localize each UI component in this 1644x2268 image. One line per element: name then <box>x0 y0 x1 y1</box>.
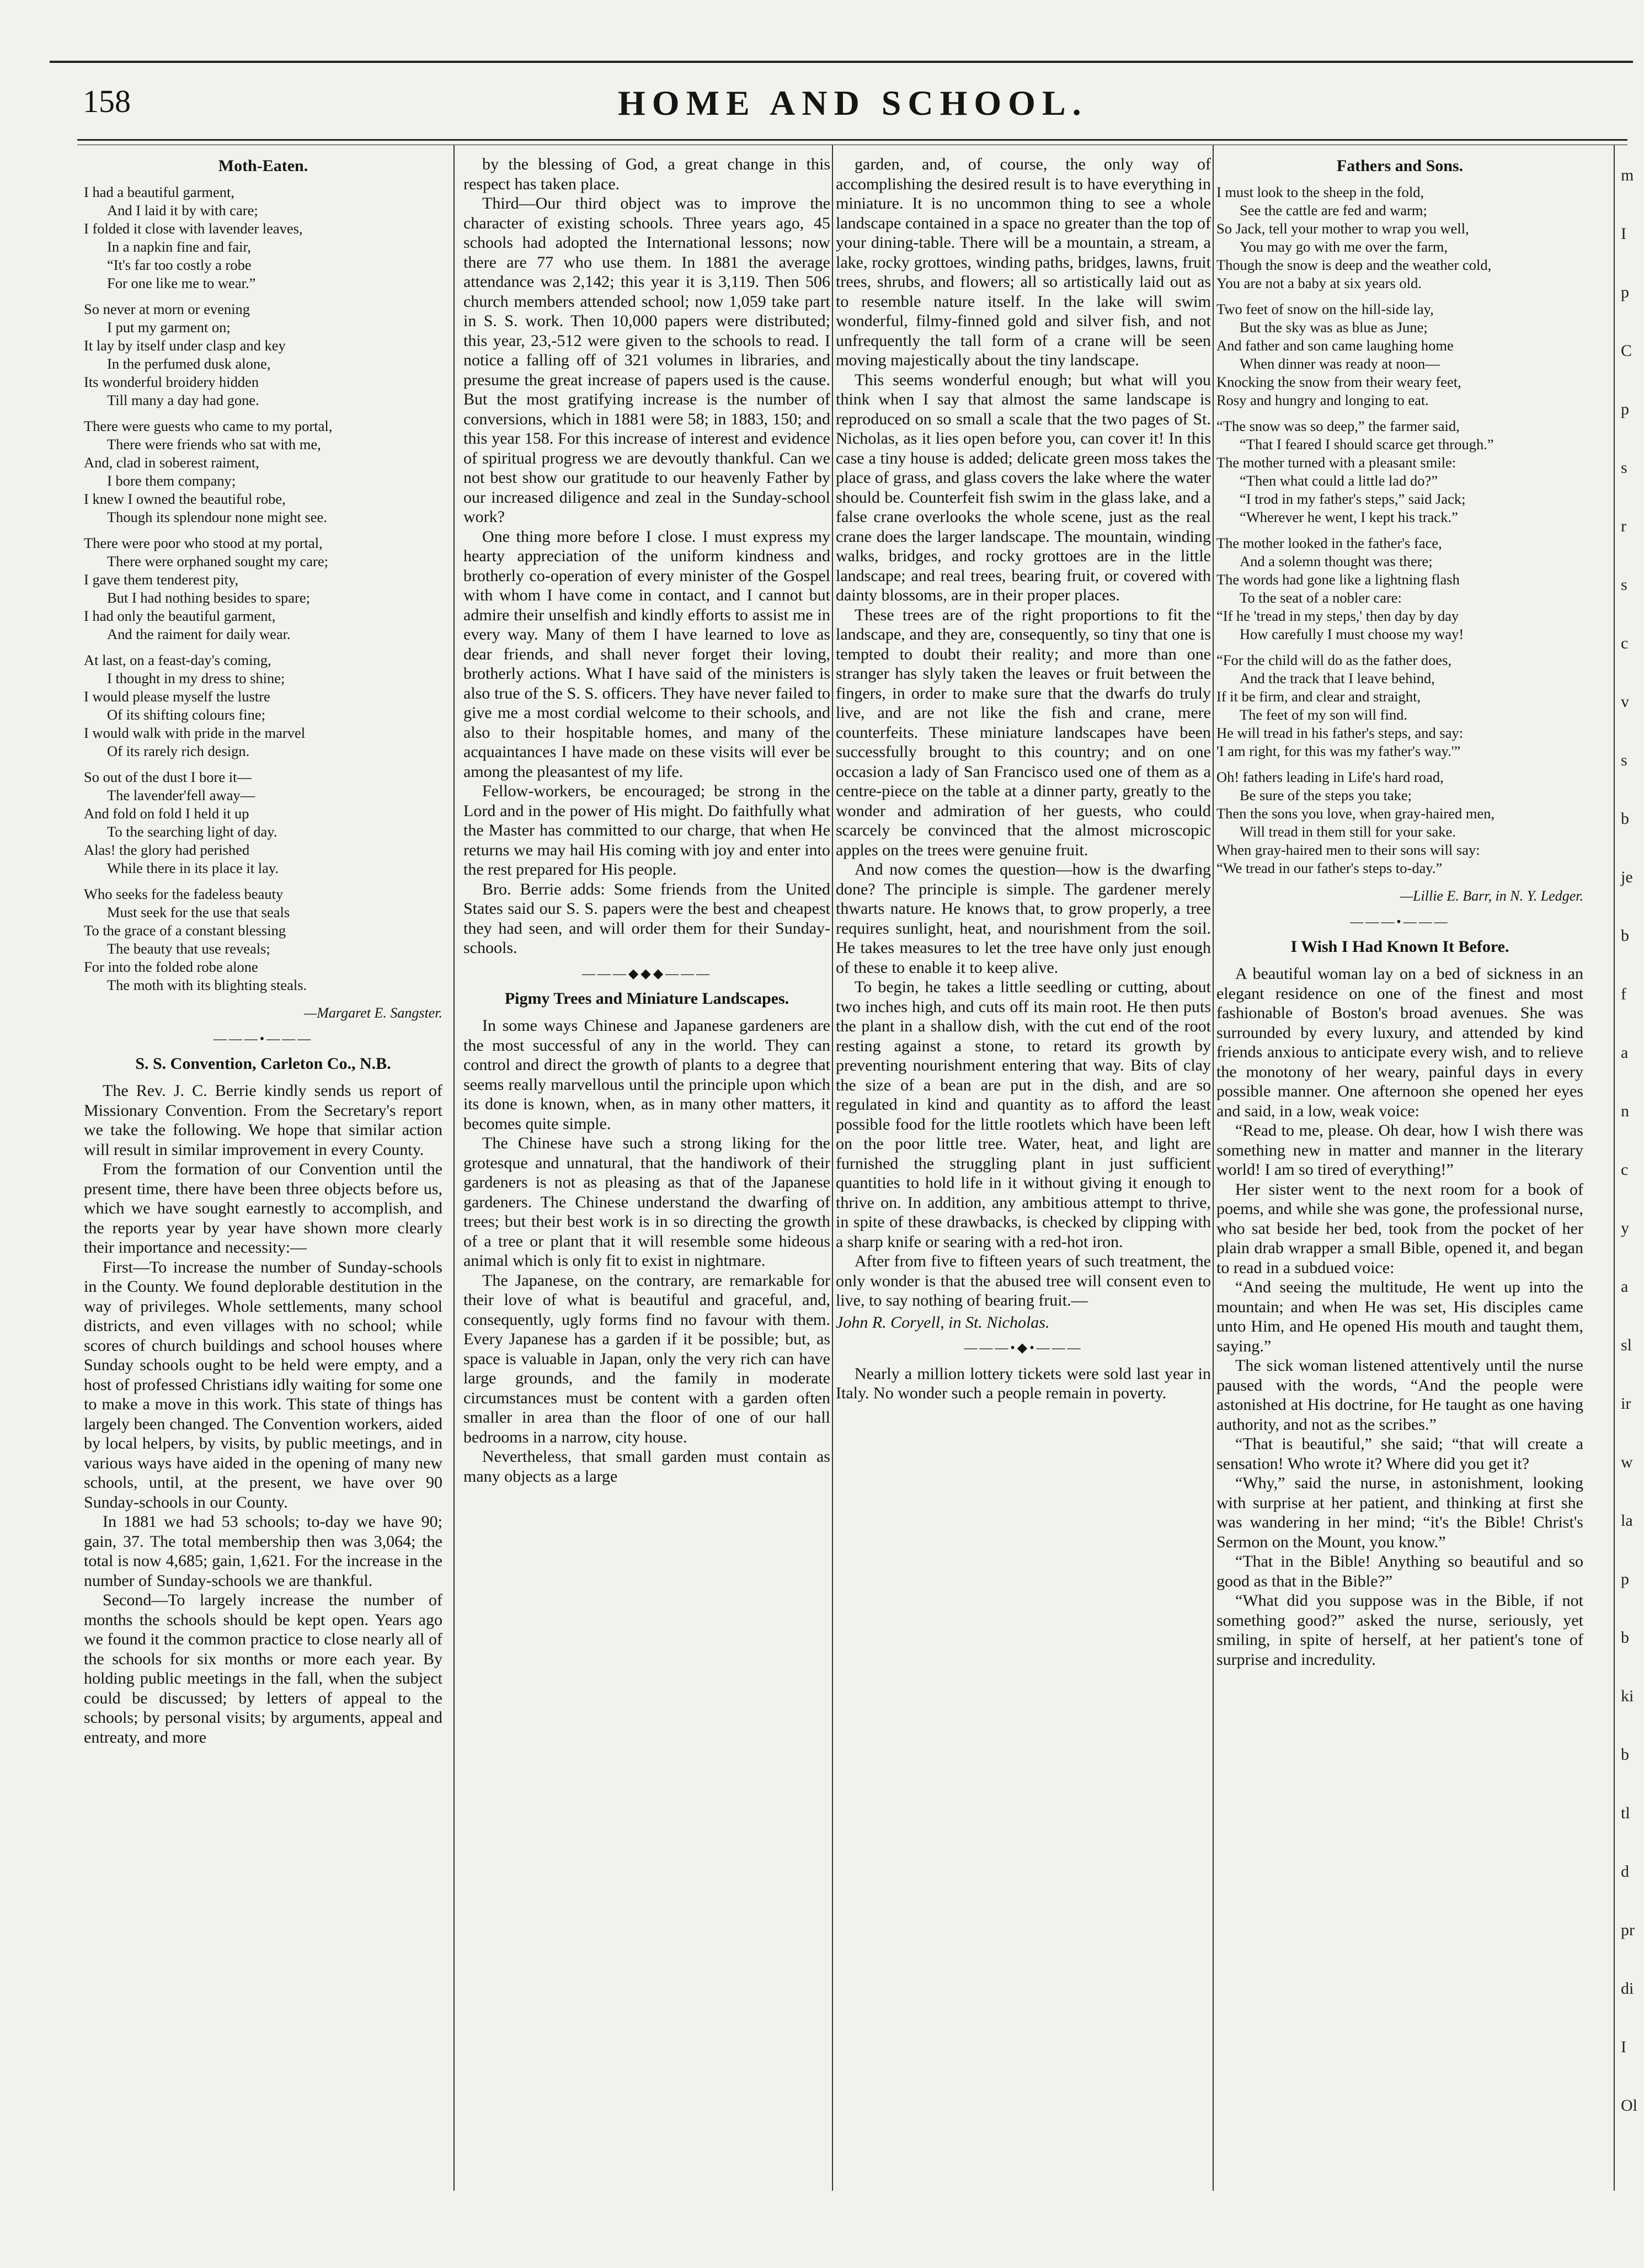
running-title: HOME AND SCHOOL. <box>618 83 1088 123</box>
article-body <box>463 155 830 958</box>
edge-fragment: je <box>1621 868 1633 886</box>
edge-fragment: s <box>1621 751 1627 769</box>
paragraph: by the blessing of God, a great change in this respect has taken place. <box>463 155 830 193</box>
article-signature: John R. Coryell, in St. Nicholas. <box>836 1313 1050 1332</box>
poem-line: And fold on fold I held it up <box>84 805 249 822</box>
poem-line: Though its splendour none might see. <box>107 509 327 525</box>
poem-line: Who seeks for the fadeless beauty <box>84 886 284 902</box>
top-rule <box>50 61 1633 63</box>
edge-fragment: ir <box>1621 1394 1631 1413</box>
paragraph: The Japanese, on the contrary, are remarkable for their love of what is beautiful and graceful, and, consequently, ugly forms find no favour with them. Every Japanese has a garden if it be possible; but, as space is valuable in Japan, only the very rich can have large grounds, and the family in moderate circumstances must be content with a garden often smaller in area than the floor of one of our hall bedrooms in a narrow, city house. <box>463 1271 830 1446</box>
paragraph: “Why,” said the nurse, in astonishment, looking with surprise at her patient, and thinking at first she was wandering in her mind; “it's the Bible! Christ's Sermon on the Mount, you know.” <box>1216 1474 1583 1551</box>
poem-line: “That I feared I should scarce get through.” <box>1240 436 1494 452</box>
poem-line: I would walk with pride in the marvel <box>84 725 306 741</box>
poem-line: So never at morn or evening <box>84 301 250 317</box>
poem-line: The beauty that use reveals; <box>107 940 270 957</box>
poem-line: It lay by itself under clasp and key <box>84 337 286 354</box>
edge-fragment: I <box>1621 225 1626 243</box>
poem-line: I put my garment on; <box>107 319 231 336</box>
edge-fragment: a <box>1621 1277 1629 1296</box>
edge-fragment: b <box>1621 1745 1629 1764</box>
edge-fragment: p <box>1621 400 1629 418</box>
header-rule <box>77 139 1627 141</box>
column-2 <box>463 155 830 1486</box>
poem-line: Be sure of the steps you take; <box>1240 787 1412 803</box>
poem-signature: —Margaret E. Sangster. <box>304 1005 442 1021</box>
edge-fragment: c <box>1621 1160 1629 1179</box>
poem-line: “Wherever he went, I kept his track.” <box>1240 509 1458 525</box>
paragraph: “Read to me, please. Oh dear, how I wish there was something new in matter and manner in the literary world! I am so tired of everything!” <box>1216 1121 1583 1179</box>
poem-line: Alas! the glory had perished <box>84 842 250 858</box>
stanza-break <box>84 643 442 651</box>
article-body <box>836 155 1211 1311</box>
poem-line: Will tread in them still for your sake. <box>1240 823 1456 840</box>
stanza-break <box>1216 409 1583 417</box>
poem-line: The words had gone like a lightning flash <box>1216 571 1460 588</box>
poem-line: When gray-haired men to their sons will say: <box>1216 842 1480 858</box>
article-body <box>463 1016 830 1486</box>
paragraph: Fellow-workers, be encouraged; be strong in the Lord and in the power of His might. Do faithfully what the Master has committed to our charge, that when He returns we may hail His coming with joy and enter into the rest prepared for His people. <box>463 782 830 879</box>
poem-line: There were friends who sat with me, <box>107 436 321 452</box>
poem-line: There were poor who stood at my portal, <box>84 535 323 551</box>
edge-fragment: b <box>1621 1628 1629 1647</box>
paragraph: In some ways Chinese and Japanese gardeners are the most successful of any in the world. They can control and direct the growth of plants to a degree that seems really marvellous until the principle upon which its done is known, when, as in many other matters, it becomes quite simple. <box>463 1016 830 1133</box>
poem-line: And the raiment for daily wear. <box>107 626 291 642</box>
lottery-note: Nearly a million lottery tickets were sold last year in Italy. No wonder such a people remain in poverty. <box>836 1364 1211 1402</box>
edge-fragment: la <box>1621 1511 1633 1530</box>
poem-line: I would please myself the lustre <box>84 688 270 705</box>
paragraph: The sick woman listened attentively until the nurse paused with the words, “And the people were astonished at His doctrine, for He taught as one having authority, and not as the scribes.” <box>1216 1356 1583 1434</box>
article-body <box>1216 964 1583 1669</box>
poem-line: At last, on a feast-day's coming, <box>84 652 271 668</box>
poem-line: I had only the beautiful garment, <box>84 608 276 624</box>
paragraph: Second—To largely increase the number of months the schools should be kept open. Years ago we found it the common practice to close nearly all of the schools for six months or more each year. By holding public meetings in the fall, when the subject could be discussed; by letters of appeal to the schools; by personal visits; by arguments, appeal and entreaty, and more <box>84 1591 442 1747</box>
poem-line: In the perfumed dusk alone, <box>107 355 271 372</box>
poem-line: For one like me to wear.” <box>107 275 256 291</box>
poem-line: “For the child will do as the father does, <box>1216 652 1452 668</box>
stanza-break <box>84 877 442 885</box>
stanza-break <box>84 292 442 300</box>
poem-line: Rosy and hungry and longing to eat. <box>1216 392 1429 408</box>
edge-fragment: r <box>1621 517 1626 535</box>
article-title: Pigmy Trees and Miniature Landscapes. <box>504 989 789 1008</box>
poem-line: “I trod in my father's steps,” said Jack; <box>1240 491 1466 507</box>
poem-line: I folded it close with lavender leaves, <box>84 220 303 237</box>
edge-fragment: s <box>1621 576 1627 594</box>
poem-title: Moth-Eaten. <box>218 157 308 175</box>
stanza-break <box>84 760 442 768</box>
column-3 <box>836 155 1211 1403</box>
paragraph: This seems wonderful enough; but what will you think when I say that almost the same landscape is reproduced on so small a scale that the two pages of St. Nicholas, as it lies open before you, can cover it! In this case a tiny house is added; delicate green moss takes the place of grass, and glass covers the lake where the water should be. Counterfeit fish swim in the glass lake, and a false crane overlooks the whole scene, just as the real crane does the larger landscape. The mountain, winding walks, bridges, and rocky grottoes are in the little landscape; and real trees, bearing fruit, or covered with dainty blossoms, are in their proper places. <box>836 370 1211 604</box>
poem-line: Knocking the snow from their weary feet, <box>1216 374 1461 390</box>
paragraph: Third—Our third object was to improve the character of existing schools. Three years ago, 45 schools had adopted the International lessons; now there are 77 who use them. In 1881 the average attendance was 2,142; this year it is 3,119. Then 506 church members attended school; now 1,059 take part in S. S. work. Then 10,000 papers were distributed; this year, 23,-512 were given to the schools to read. I notice a falling off of 321 volumes in libraries, and presume the great increase of papers used is the cause. But the most gratifying increase is the number of conversions, which in 1881 were 58; in 1883, 150; and this year 158. For this increase of interest and evidence of spiritual progress we are devoutly thankful. Can we not best show our gratitude to our heavenly Father by our increased diligence and zeal in the Sunday-school work? <box>463 194 830 526</box>
poem-line: And the track that I leave behind, <box>1240 670 1435 686</box>
paragraph: First—To increase the number of Sunday-schools in the County. We found deplorable destitution in the way of privileges. Whole settlements, many school districts, and even villages with no school; while scores of church buildings and school houses where Sunday schools ought to be held were empty, and a host of professed Christians idly waiting for some one to make a move in this work. This state of things has largely been changed. The Convention workers, aided by local helpers, by visits, by public meetings, and in various ways have aided in the opening of many new schools, until, at the present, we have over 90 Sunday-schools in our County. <box>84 1258 442 1511</box>
poem-line: I must look to the sheep in the fold, <box>1216 184 1424 200</box>
stanza-break <box>1216 292 1583 300</box>
edge-fragment: m <box>1621 166 1634 184</box>
edge-fragment: Ol <box>1621 2096 1637 2115</box>
poem-line: Must seek for the use that seals <box>107 904 290 920</box>
poem-signature: —Lillie E. Barr, in N. Y. Ledger. <box>1400 888 1583 904</box>
poem-line: How carefully I must choose my way! <box>1240 626 1464 642</box>
poem-line: But I had nothing besides to spare; <box>107 589 310 606</box>
stanza-break <box>1216 526 1583 534</box>
column-divider <box>453 145 455 2191</box>
edge-fragment: w <box>1621 1453 1633 1471</box>
adjacent-page-edge <box>1621 166 1637 2154</box>
paragraph: One thing more before I close. I must express my hearty appreciation of the uniform kindness and brotherly co-operation of every minister of the Gospel with whom I have come in contact, and I cannot but admire their unselfish and kindly efforts to assist me in every way. Many of them I have learned to love as dear friends, and shall never forget their loving, brotherly actions. What I have said of the ministers is also true of the S. S. officers. They have never failed to give me a most cordial welcome to their schools, and also to their hospitable homes, and many of the acquaintances I have made on these visits will ever be among the pleasantest of my life. <box>463 527 830 781</box>
stanza-break <box>84 409 442 417</box>
poem-line: While there in its place it lay. <box>107 860 279 876</box>
poem-line: And a solemn thought was there; <box>1240 553 1433 569</box>
poem-line: I had a beautiful garment, <box>84 184 234 200</box>
edge-fragment: ki <box>1621 1687 1634 1705</box>
edge-fragment: s <box>1621 459 1627 477</box>
poem-line: For into the folded robe alone <box>84 959 258 975</box>
edge-fragment: C <box>1621 342 1632 360</box>
article-title: I Wish I Had Known It Before. <box>1290 938 1509 956</box>
poem-line: Till many a day had gone. <box>107 392 259 408</box>
paragraph: To begin, he takes a little seedling or cutting, about two inches high, and cuts off its main root. He then puts the plant in a shallow dish, with the cut end of the root resting against a stone, to retard its growth by preventing nourishment entering that way. Bits of clay the size of a bean are put in the dish, and are so regulated in kind and quantity as to afford the least possible food for the little rootlets which have been left on the poor little tree. Water, heat, and light are furnished the struggling plant in just sufficient quantities to hold life in it without giving it enough to thrive on. In addition, any ambitious attempt to thrive, in spite of these drawbacks, is checked by clipping with a sharp knife or searing with a red-hot iron. <box>836 978 1211 1251</box>
poem-line: Of its rarely rich design. <box>107 743 250 759</box>
poem-line: Though the snow is deep and the weather cold, <box>1216 257 1492 273</box>
paragraph: The Rev. J. C. Berrie kindly sends us report of Missionary Convention. From the Secretary's report we take the following. We hope that similar action will result in similar improvement in every County. <box>84 1082 442 1159</box>
paragraph: Bro. Berrie adds: Some friends from the United States said our S. S. papers were the best and cheapest they had seen, and will order them for their Sunday-schools. <box>463 880 830 957</box>
paragraph: From the formation of our Convention until the present time, there have been three objects before us, which we have sought earnestly to accomplish, and the reports year by year have shown more clearly their importance and necessity:— <box>84 1160 442 1257</box>
poem-line: To the seat of a nobler care: <box>1240 589 1402 606</box>
poem-line: The lavender'fell away— <box>107 787 255 803</box>
poem-line: The feet of my son will find. <box>1240 706 1407 723</box>
poem-line: He will tread in his father's steps, and say: <box>1216 725 1464 741</box>
paragraph: And now comes the question—how is the dwarfing done? The principle is simple. The gardener merely thwarts nature. He knows that, to grow properly, a tree requires sunlight, heat, and nourishment from the soil. He takes measures to let the tree have only just enough of these to enable it to keep alive. <box>836 860 1211 977</box>
poem-line: Of its shifting colours fine; <box>107 706 266 723</box>
paragraph: “And seeing the multitude, He went up into the mountain; and when He was set, His disciples came unto Him, and He opened His mouth and taught them, saying.” <box>1216 1278 1583 1355</box>
paragraph: “What did you suppose was in the Bible, if not something good?” asked the nurse, seriously, yet smiling, in spite of herself, at her patient's tone of surprise and incredulity. <box>1216 1591 1583 1669</box>
paragraph: “That is beautiful,” she said; “that will create a sensation! Who wrote it? Where did you get it? <box>1216 1435 1583 1473</box>
paragraph: “That in the Bible! Anything so beautiful and so good as that in the Bible?” <box>1216 1552 1583 1590</box>
paragraph: Nevertheless, that small garden must contain as many objects as a large <box>463 1447 830 1486</box>
poem-line: I gave them tenderest pity, <box>84 571 239 588</box>
poem-line: So out of the dust I bore it— <box>84 769 252 785</box>
poem-line: The mother looked in the father's face, <box>1216 535 1442 551</box>
edge-fragment: pr <box>1621 1921 1635 1939</box>
poem-line: “The snow was so deep,” the farmer said, <box>1216 418 1460 434</box>
poem-line: There were orphaned sought my care; <box>107 553 329 569</box>
paragraph: Her sister went to the next room for a book of poems, and while she was gone, the professional nurse, who sat beside her bed, took from the pocket of her plain drab wrapper a small Bible, opened it, and began to read in a subdued voice: <box>1216 1180 1583 1277</box>
poem-line: Two feet of snow on the hill-side lay, <box>1216 301 1434 317</box>
poem-line: To the grace of a constant blessing <box>84 922 286 939</box>
separator-ornament: ———•——— <box>1350 914 1450 929</box>
paragraph: In 1881 we had 53 schools; to-day we have 90; gain, 37. The total membership then was 3,064; the total is now 4,685; gain, 1,621. For the increase in the number of Sunday-schools we are thankful. <box>84 1513 442 1590</box>
poem-line: When dinner was ready at noon— <box>1240 355 1440 372</box>
edge-fragment: p <box>1621 1570 1629 1588</box>
edge-fragment: tl <box>1621 1804 1630 1822</box>
paragraph: The Chinese have such a strong liking for the grotesque and unnatural, that the handiwork of their gardeners is not as pleasing as that of the Japanese gardeners. The Chinese understand the dwarfing of trees; but their best work is in so directing the growth of a tree or plant that it will resemble some hideous animal which is only fit to exist in nightmare. <box>463 1134 830 1270</box>
poem-line: The mother turned with a pleasant smile: <box>1216 454 1456 471</box>
poem-line: And I laid it by with care; <box>107 202 258 219</box>
column-divider <box>1614 145 1615 2191</box>
poem-line: “It's far too costly a robe <box>107 257 252 273</box>
poem-line: See the cattle are fed and warm; <box>1240 202 1427 219</box>
article-title: S. S. Convention, Carleton Co., N.B. <box>135 1055 391 1073</box>
stanza-break <box>1216 760 1583 768</box>
poem-line: The moth with its blighting steals. <box>107 977 307 993</box>
edge-fragment: p <box>1621 283 1629 301</box>
poem-fathers-and-sons <box>1216 183 1583 877</box>
poem-line: In a napkin fine and fair, <box>107 238 251 255</box>
page-number: 158 <box>83 83 131 119</box>
poem-line: To the searching light of day. <box>107 823 277 840</box>
column-4 <box>1216 155 1583 1669</box>
column-divider <box>1213 145 1214 2191</box>
poem-line: But the sky was as blue as June; <box>1240 319 1428 336</box>
paragraph: A beautiful woman lay on a bed of sickness in an elegant residence on one of the finest and most fashionable of Boston's broad avenues. She was surrounded by every luxury, and attended by kind friends anxious to anticipate every wish, and to relieve the monotony of her weary, painful days in every possible manner. One afternoon she opened her eyes and said, in a low, weak voice: <box>1216 965 1583 1120</box>
article-body <box>84 1081 442 1747</box>
separator-ornament: ———•——— <box>213 1031 313 1046</box>
paragraph: garden, and, of course, the only way of accomplishing the desired result is to have everything in miniature. It is no uncommon thing to see a whole landscape contained in a space no greater than the top of your dining-table. There will be a mountain, a stream, a lake, rocky grottoes, winding paths, bridges, lawns, fruit trees, shrubs, and flowers; all so artistically laid out as to resemble nature itself. In the lake will swim wonderful, filmy-finned gold and silver fish, and not unfrequently the tall form of a crane will be seen moving majestically about the tiny landscape. <box>836 155 1211 369</box>
edge-fragment: di <box>1621 1979 1634 1998</box>
poem-line: If it be firm, and clear and straight, <box>1216 688 1421 705</box>
stanza-break <box>84 526 442 534</box>
poem-line: So Jack, tell your mother to wrap you well, <box>1216 220 1469 237</box>
poem-line: 'I am right, for this was my father's way.'” <box>1216 743 1461 759</box>
edge-fragment: f <box>1621 985 1626 1003</box>
edge-fragment: b <box>1621 927 1629 945</box>
edge-fragment: a <box>1621 1044 1629 1062</box>
separator-ornament: ———◆◆◆——— <box>581 966 712 981</box>
edge-fragment: b <box>1621 810 1629 828</box>
edge-fragment: c <box>1621 634 1629 652</box>
poem-line: You may go with me over the farm, <box>1240 238 1448 255</box>
paragraph: These trees are of the right proportions to fit the landscape, and they are, consequently, so tiny that one is tempted to doubt their reality; and more than one stranger has slyly taken the leaves or fruit between the fingers, in order to make sure that the dwarfs do truly live, and are not like the fish and crane, mere counterfeits. These miniature landscapes have been successfully brought to this country; and on one occasion a lady of San Francisco used one of them as a centre-piece on the table at a dinner party, greatly to the wonder and admiration of her guests, who could scarcely be convinced that the almost microscopic apples on the trees were genuine fruit. <box>836 605 1211 859</box>
poem-title: Fathers and Sons. <box>1336 157 1464 175</box>
edge-fragment: d <box>1621 1862 1629 1881</box>
poem-line: You are not a baby at six years old. <box>1216 275 1422 291</box>
poem-line: And father and son came laughing home <box>1216 337 1454 354</box>
stanza-break <box>1216 643 1583 651</box>
column-divider <box>832 145 833 2191</box>
poem-line: Then the sons you love, when gray-haired men, <box>1216 805 1495 822</box>
poem-line: “We tread in our father's steps to-day.” <box>1216 860 1443 876</box>
poem-line: “Then what could a little lad do?” <box>1240 472 1438 489</box>
edge-fragment: I <box>1621 2038 1626 2056</box>
poem-line: Oh! fathers leading in Life's hard road, <box>1216 769 1444 785</box>
poem-line: I thought in my dress to shine; <box>107 670 285 686</box>
poem-line: “If he 'tread in my steps,' then day by day <box>1216 608 1459 624</box>
edge-fragment: v <box>1621 693 1629 711</box>
poem-line: I knew I owned the beautiful robe, <box>84 491 286 507</box>
separator-ornament: ———•◆•——— <box>964 1341 1083 1355</box>
poem-moth-eaten <box>84 183 442 994</box>
poem-line: Its wonderful broidery hidden <box>84 374 259 390</box>
poem-line: I bore them company; <box>107 472 236 489</box>
paragraph: After from five to fifteen years of such treatment, the only wonder is that the abused tree will consent even to live, to say nothing of bearing fruit.— <box>836 1252 1211 1309</box>
edge-fragment: y <box>1621 1219 1629 1237</box>
poem-line: There were guests who came to my portal, <box>84 418 333 434</box>
edge-fragment: n <box>1621 1102 1629 1120</box>
poem-line: And, clad in soberest raiment, <box>84 454 259 471</box>
edge-fragment: sl <box>1621 1336 1632 1354</box>
column-1 <box>84 155 442 1747</box>
